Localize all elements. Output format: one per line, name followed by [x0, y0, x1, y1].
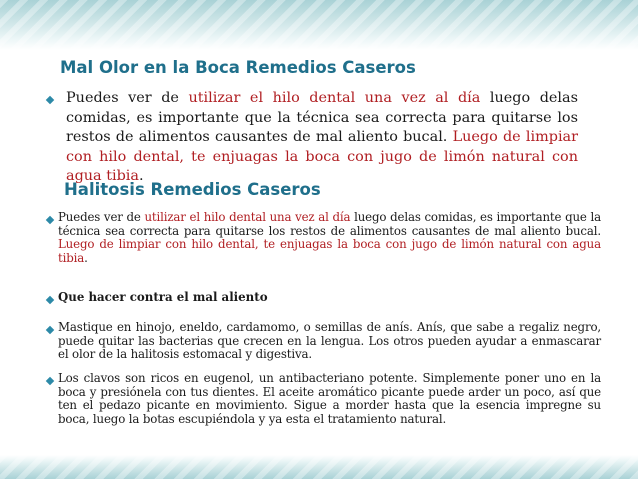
highlight-enjuague-limon: Luego de limpiar con hilo dental, te enjuagas la boca con jugo de limón natural con agua tibia	[58, 237, 601, 265]
bullet-icon	[46, 377, 54, 385]
decorative-bottom-band	[0, 455, 638, 479]
decorative-top-band	[0, 0, 638, 50]
subheading-que-hacer	[58, 291, 601, 305]
highlight-enjuague-limon: Luego de limpiar con hilo dental, te enjuagas la boca con jugo de limón natural con agua tibia	[66, 129, 578, 184]
text-before: Puedes ver de	[58, 210, 145, 224]
text-middle: luego delas comidas, es importante que la técnica sea correcta para quitarse los restos de alimentos causantes de mal aliento bucal.	[66, 90, 578, 145]
text-end: .	[139, 168, 144, 184]
bullet-icon	[46, 326, 54, 334]
bullet-icon	[46, 96, 54, 104]
text-middle: luego delas comidas, es importante que la técnica sea correcta para quitarse los restos de alimentos causantes de mal aliento bucal.	[58, 210, 601, 238]
bullet-icon	[46, 216, 54, 224]
heading-mal-olor: Mal Olor en la Boca Remedios Caseros	[60, 58, 416, 77]
subheading-text: Que hacer contra el mal aliento	[58, 290, 268, 304]
bullet-icon	[46, 296, 54, 304]
heading-halitosis: Halitosis Remedios Caseros	[64, 180, 321, 199]
paragraph-clavos: Los clavos son ricos en eugenol, un antibacteriano potente. Simplemente poner uno en la boca y presiónela con tus dientes. El aceite aromático picante puede arder un poco, así que ten el pedazo picante en movimiento. Sigue a morder hasta que la esencia impregne su boca, luego la botas escupiéndola y ya esta el tratamiento natural.	[58, 371, 601, 426]
link-utilizar-hilo-dental[interactable]: utilizar el hilo dental una vez al día	[188, 90, 481, 106]
paragraph-hilo-dental-large	[66, 89, 578, 187]
paragraph-hilo-dental-small	[58, 211, 601, 265]
text-end: .	[84, 250, 88, 265]
link-utilizar-hilo-dental[interactable]: utilizar el hilo dental una vez al día	[144, 210, 351, 224]
paragraph-hinojo: Mastique en hinojo, eneldo, cardamomo, o semillas de anís. Anís, que sabe a regaliz negro, puede quitar las bacterias que crecen en la lengua. Los otros pueden ayudar a enmascarar el olor de la halitosis estomacal y digestiva.	[58, 320, 601, 361]
text-before: Puedes ver de	[66, 90, 189, 106]
